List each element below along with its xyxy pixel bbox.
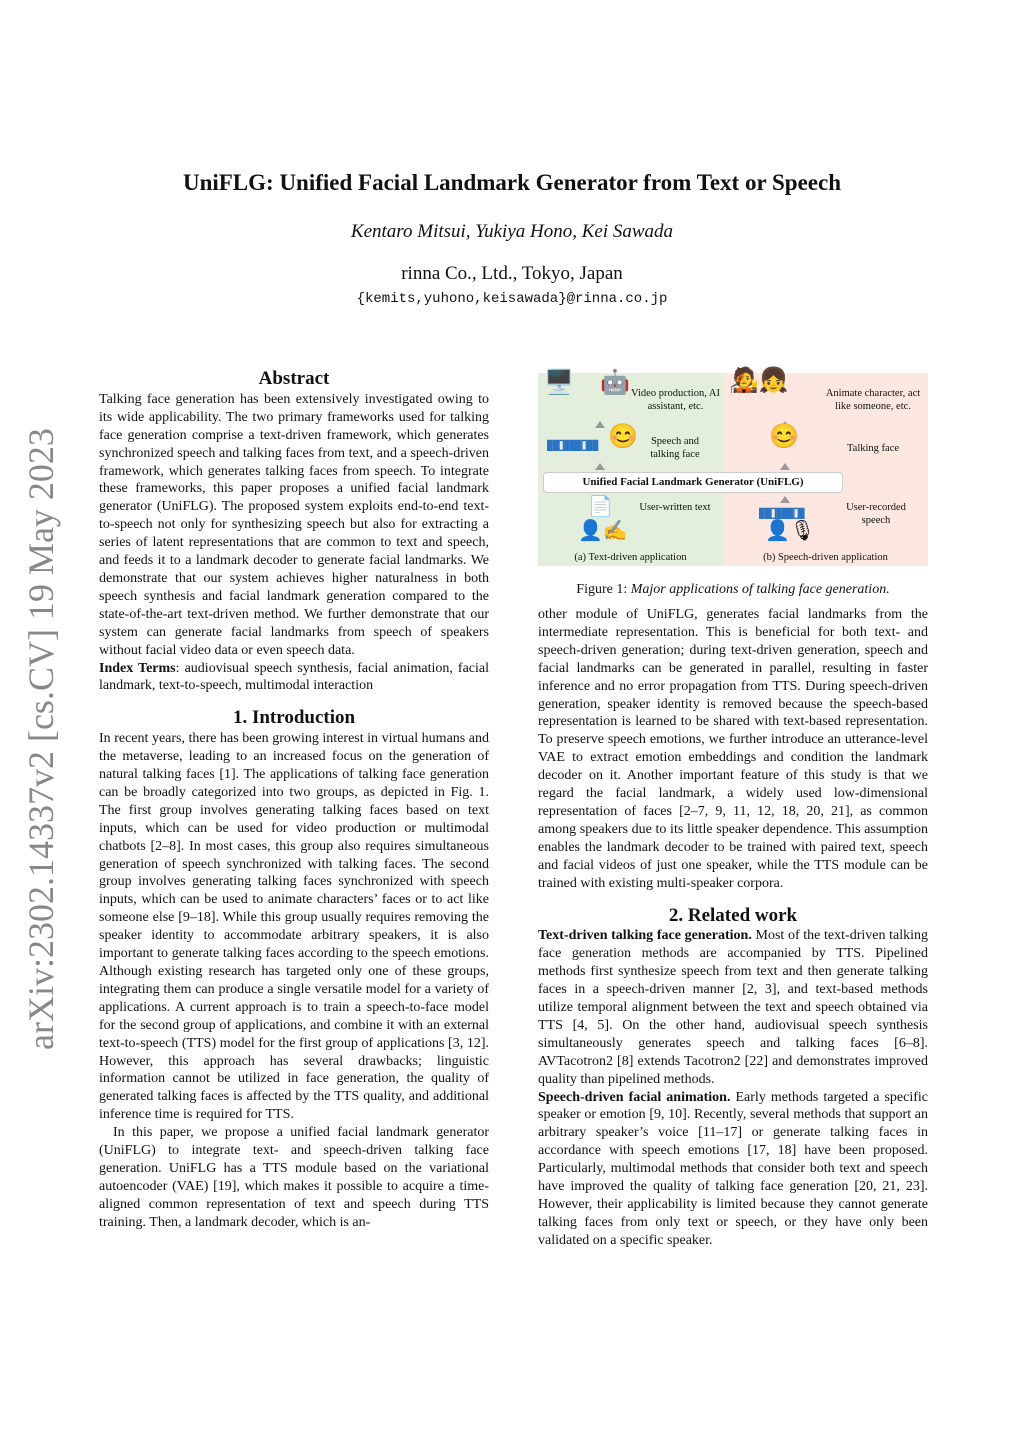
- top-left-label: Video production, AI assistant, etc.: [631, 388, 720, 412]
- face-icon: 😊: [769, 424, 799, 450]
- subcaption-a: (a) Text-driven application: [574, 552, 687, 563]
- paragraph-text: Most of the text-driven talking face generation methods are accompanied by TTS. Pipelined methods first synthesize speech from text and then generate talking faces in a speech-driven manner [2, 3], and text-based methods utilize temporal alignment between the text and speech obtained via TTS [4, 5]. On the other hand, audiovisual speech synthesis simultaneously generates speech and talking faces [6–8]. AVTacotron2 [8] extends Tacotron2 [22] and demonstrates improved quality than pipelined methods.: [538, 928, 928, 1087]
- characters-icon: 🧑‍🎤👧: [729, 368, 789, 394]
- index-terms-text: : audiovisual speech synthesis, facial animation, facial landmark, text-to-speech, multimodal interaction: [99, 660, 490, 694]
- arrow-up-icon: [780, 463, 790, 470]
- subcaption-b: (b) Speech-driven application: [763, 552, 888, 563]
- bottom-right-label: User-recorded speech: [846, 502, 906, 526]
- affiliation: rinna Co., Ltd., Tokyo, Japan: [401, 263, 623, 284]
- waveform-icon: ▮▮▯▮▮▮▯▮: [758, 506, 804, 521]
- arrow-up-icon: [595, 421, 605, 428]
- text-driven-panel: [538, 370, 723, 566]
- right-column: [538, 606, 928, 1250]
- mid-left-label: Speech and talking face: [650, 436, 700, 460]
- face-icon: 😊: [608, 424, 638, 450]
- authors: Kentaro Mitsui, Yukiya Hono, Kei Sawada: [350, 221, 674, 242]
- index-terms-label: Index Terms: [99, 660, 176, 676]
- user-writing-icon: 👤✍: [578, 520, 628, 542]
- related-paragraph: [538, 927, 928, 1088]
- paper-title: UniFLG: Unified Facial Landmark Generator from Text or Speech: [182, 170, 842, 195]
- document-icon: 📄: [588, 496, 613, 518]
- arrow-up-icon: [595, 463, 605, 470]
- robot-icon: 🤖: [600, 370, 630, 396]
- arxiv-identifier: arXiv:2302.14337v2 [cs.CV] 19 May 2023: [21, 428, 61, 1050]
- intro-paragraph: In recent years, there has been growing interest in virtual humans and the metaverse, leading to an increased focus on the generation of natural talking faces [1]. The applications of talking face generation can be broadly categorized into two groups, as depicted in Fig. 1. The first group involves generating talking faces based on text inputs, which can be used for video production or multimodal chatbots [2–8]. In most cases, this group also requires simultaneous generation of speech synchronized with talking faces. The second group involves generating talking faces synchronized with speech inputs, which can be used to animate characters’ faces or to act like someone else [9–18]. While this group usually requires removing the speaker identity to accommodate arbitrary speakers, it is also important to generate talking faces according to the speech emotions. Although existing research has targeted only one of these groups, integrating them can produce a single versatile model for a variety of applications. A current approach is to train a speech-to-face model for the second group of applications, and combine it with an external text-to-speech (TTS) model for the first group of applications [3, 12]. However, this approach has several drawbacks; linguistic information cannot be utilized in face generation, the quality of generated talking faces is affected by the TTS quality, and additional inference time is required for TTS.: [99, 731, 489, 1123]
- paragraph-text: Early methods targeted a specific speaker or emotion [9, 10]. Recently, several methods that support an arbitrary speaker’s voice [11–17] or generate talking faces in accordance with speech emotions [17, 18] have been proposed. Particularly, multimodal methods that consider both text and speech have improved the quality of talking face generation [20, 21, 23]. However, their applicability is limited because they cannot generate talking faces from only text or speech, or they have only been validated on a specific speaker.: [538, 1089, 928, 1248]
- paragraph-title: Speech-driven facial animation.: [538, 1089, 731, 1105]
- bottom-left-label: User-written text: [639, 502, 711, 513]
- waveform-icon: ▮▮▯▮▮▮▯▮▮: [546, 438, 598, 453]
- intro-heading: 1. Introduction: [232, 707, 356, 729]
- figure-1: [538, 368, 928, 566]
- user-microphone-icon: 👤🎙: [765, 520, 816, 542]
- arrow-up-icon: [780, 496, 790, 503]
- video-screen-icon: 🖥️: [544, 370, 574, 396]
- top-right-label: Animate character, act like someone, etc.: [825, 388, 921, 412]
- mid-right-label: Talking face: [846, 443, 900, 454]
- abstract-heading: Abstract: [258, 368, 330, 389]
- intro-continued: other module of UniFLG, generates facial landmarks from the intermediate representation. This is beneficial for both text- and speech-driven generation; during text-driven generation, speech and facial landmarks can be generated in parallel, resulting in faster inference and no error propagation from TTS. During speech-driven generation, speaker identity is removed because the speech-based representation is learned to be shared with text-based representation. To preserve speech emotions, we further introduce an utterance-level VAE to extract emotion embeddings and condition the landmark decoder on it. Another important feature of this study is that we regard the facial landmark, a widely used low-dimensional representation of faces [2–7, 9, 11, 12, 18, 20, 21], as common among speakers due to its little speaker dependence. This assumption enables the landmark decoder to be trained with paired text, speech and facial videos of just one speaker, while the TTS module can be trained with existing multi-speaker corpora.: [538, 607, 928, 891]
- index-terms: [99, 660, 489, 696]
- paragraph-title: Text-driven talking face generation.: [538, 928, 752, 944]
- caption-prefix: Figure 1:: [576, 582, 631, 597]
- abstract-text: Talking face generation has been extensively investigated owing to its wide applicability. The two primary frameworks used for talking face generation comprise a text-driven framework, which generates synchronized speech and talking faces from text, and a speech-driven framework, which generates talking faces from speech. To integrate these frameworks, this paper proposes a unified facial landmark generator (UniFLG). The proposed system exploits end-to-end text-to-speech not only for synthesizing speech but also for extracting a series of latent representations that are common to text and speech, and feeds it to a landmark decoder to generate facial landmarks. We demonstrate that our system achieves higher naturalness in both speech synthesis and facial landmark generation compared to the state-of-the-art text-driven method. We further demonstrate that our system can generate facial landmarks from speech of speakers without facial video data or even speech data.: [99, 391, 489, 658]
- related-paragraph: [538, 1089, 928, 1250]
- uniflg-box: Unified Facial Landmark Generator (UniFLG): [543, 472, 843, 493]
- left-column: [99, 370, 489, 1232]
- caption-text: Major applications of talking face generation.: [630, 582, 890, 597]
- related-work-heading: 2. Related work: [668, 904, 798, 926]
- intro-paragraph: In this paper, we propose a unified facial landmark generator (UniFLG) to integrate text- and speech-driven talking face generation. UniFLG has a TTS module based on the variational autoencoder (VAE) [19], which makes it possible to acquire a time-aligned common representation of text and speech during TTS training. Then, a landmark decoder, which is an-: [99, 1125, 489, 1230]
- figure-caption: [538, 582, 928, 598]
- email: {kemits,yuhono,keisawada}@rinna.co.jp: [356, 291, 668, 307]
- speech-driven-panel: [723, 368, 928, 566]
